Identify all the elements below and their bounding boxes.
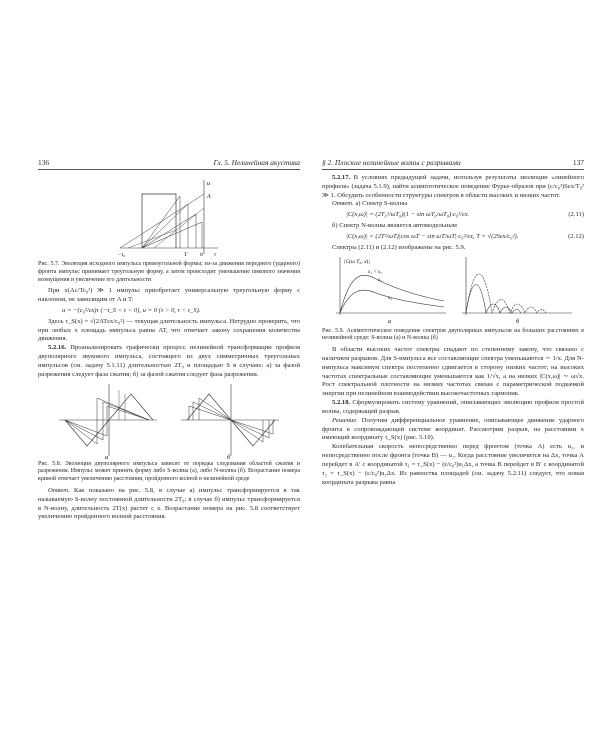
fig59-label-x1: x₁ — [378, 277, 382, 283]
figure-5-7-caption: Рис. 5.7. Эволюция исходного импульса прямоугольной формы; из-за движения переднего (ударного) фронта импульс принимает треугольную форму, а затем происходит уменьшение пикового значения возмущения и увеличение его длительности — [38, 260, 300, 283]
problem-number: 5.2.17. — [332, 173, 351, 181]
answer-text: Как показано на рис. 5.8, в случае а) импульс трансформируется в так называемую S-волну постоянной длительности 2T₀; в случае б) импульс трансформируется в N-волну, длительность 2T(x) растет с x. Возрастание номера на рис. 5.8 соответствует увеличению пройденного волной расстояния. — [38, 486, 300, 521]
fig59-label-b: б — [516, 318, 520, 325]
equation-text: u = −(c₀²/εx)τ (−τ_S < τ < 0), u = 0 (τ > 0, τ < τ_S). — [62, 306, 201, 314]
paragraph: б) Спектр N-волны является автомодельным — [332, 222, 457, 230]
fig58b-label: б — [227, 454, 231, 460]
problem-text: Сформулировать систему уравнений, описывающих эволюцию профиля простой волны, содержащей разрыв. — [322, 399, 584, 415]
figure-5-8-caption: Рис. 5.8. Эволюция двуполярного импульса зависит от порядка следования областей сжатия и разрежения. Импульс может принять форму либо S-волны (а), либо N-волны (б). Возрастание номера кривой отвечает увеличению расстояния, пройденного волной в нелинейной среде — [38, 460, 300, 483]
problem-5-2-17 — [322, 174, 584, 200]
figure-5-9 — [328, 253, 578, 327]
right-running-header — [322, 158, 584, 170]
paragraph: При x(Ac/Tc₀²) ≫ 1 импульс приобретает универсальную треугольную форму с наклоном, не зависящим от A и T: — [38, 287, 300, 304]
fig57-axis-u: u — [207, 180, 210, 187]
problem-number: 5.2.16. — [48, 344, 67, 352]
solution-paragraph — [322, 417, 584, 443]
equation-number: (2.11) — [568, 211, 584, 219]
solution-text: Получим дифференциальное уравнение, описывающее движение ударного фронта в сопровождающей системе координат. Рассмотрим разрыв, на расстоянии x имеющий координату τ_S(x) (рис. 5.10). — [322, 416, 584, 442]
right-running-head: § 2. Плоские нелинейные волны с разрывами — [322, 158, 461, 167]
left-running-head: Гл. 5. Нелинейная акустика — [213, 158, 300, 167]
answer-label: Ответ. — [332, 200, 354, 208]
equation-text: |C(x,ω)| = (2T₀²/ωT₀)(1 − sin ωT₀/ωT₀)·c₀²/εx. — [346, 211, 470, 219]
problem-5-2-16 — [38, 344, 300, 379]
fig57-label-tau: τ — [214, 251, 216, 258]
fig58a-label: а — [105, 454, 108, 460]
answer-label: Ответ. — [48, 486, 70, 494]
problem-text: Проанализировать графически процесс нелинейной трансформации профиля двуполярного звукового импульса, состоящего из двух симметричных треугольных импульсов (см. задачу 5.1.11) длительностью 2T₀ и площадью S в случаях: а) за фазой разрежения следует фаза сжатия; б) за фазой сжатия следует фаза разрежения. — [38, 344, 300, 378]
equation-text: |C(x,ω)| = (2T²/ωT)|cos ωT − sin ωT/ωT|·c₀²/εx, T = √(2Sεx/c₀²). — [346, 232, 519, 240]
paragraph: Здесь τ_S(x) = √(2ATεx/c₀²) — текущая длительность импульса. Нетрудно проверить, что при любых x площадь импульса равна AT, что отвечает закону сохранения количества движения. — [38, 317, 300, 343]
problem-number: 5.2.18. — [332, 399, 351, 407]
right-page — [322, 158, 584, 487]
solution-label: Решение. — [332, 416, 358, 424]
right-page-number: 137 — [572, 158, 584, 167]
fig59-label-x2: x₂ — [388, 295, 392, 301]
fig59-label-a: а — [388, 318, 391, 325]
answer-text: а) Спектр S-волны — [353, 200, 408, 208]
equation-2-11 — [322, 211, 584, 220]
paragraph: Спектры (2.11) и (2.12) изображены на рис. 5.9. — [332, 243, 466, 251]
left-page-number: 136 — [38, 158, 50, 167]
fig57-label-zero: 0 — [200, 251, 203, 258]
equation-number: (2.12) — [568, 232, 584, 240]
fig59-series-label: x₁ < x₂ — [368, 269, 382, 275]
left-page — [38, 158, 300, 522]
fig59-ylabel: |C(ω T₀, x)| — [344, 258, 370, 265]
equation — [38, 307, 300, 316]
equation-2-12 — [322, 233, 584, 242]
problem-text: В условиях предыдущей задачи, используя результаты эволюции «линейного профиля» (задача 5.1.9), найти асимптотическое поведение Фурье-образов при (c/c₀²)Sεx/T₀² ≫ 1. Обсудить особенности структуры спектров в области высоких и низких частот. — [322, 173, 584, 199]
left-running-header — [38, 158, 300, 170]
figure-5-8 — [49, 380, 289, 460]
answer-paragraph — [322, 200, 584, 209]
fig57-label-a: A — [207, 193, 211, 200]
fig57-label-t: T — [184, 251, 188, 258]
problem-5-2-18 — [322, 399, 584, 417]
fig57-label-tau-neg: −τ₀ — [118, 251, 126, 258]
figure-5-9-caption: Рис. 5.9. Асимптотическое поведение спектров двуполярных импульсов на больших расстояниях в нелинейной среде: S-волны (а) и N-волны (б) — [322, 327, 584, 342]
figure-5-7 — [114, 174, 224, 260]
answer-paragraph — [38, 487, 300, 522]
paragraph: В области высоких частот спектры спадают по степенному закону, что связано с наличием разрывов. Для S-импульса все составляющие спектра уменьшаются ∼ 1/x. Для N-импульса максимум спектра постепенно сдвигается в сторону низких частот; на высоких частотах спектральные составляющие уменьшаются как 1/√x, а на низких |C(x,ω)| ∼ ω√x. Рост спектральной плотности на низких частотах связан с параметрической подкачкой энергии при нелинейном взаимодействии высокочастотных гармоник. — [322, 346, 584, 398]
paragraph: Колебательная скорость непосредственно перед фронтом (точка A) есть u₁, и непосредственно после фронта (точка B) — u₂. Когда расстояние увеличится на Δx, точка A перейдет в A′ с координатой τ₁ = τ_S(x) − (ε/c₀²)u₁Δx, а точка B перейдет в B′ с координатой τ₂ = τ_S(x) − (ε/c₀²)u₂Δx. Из равенства площадей (см. задачу 5.2.11) следует, что новая координата разрыва равна — [322, 443, 584, 486]
